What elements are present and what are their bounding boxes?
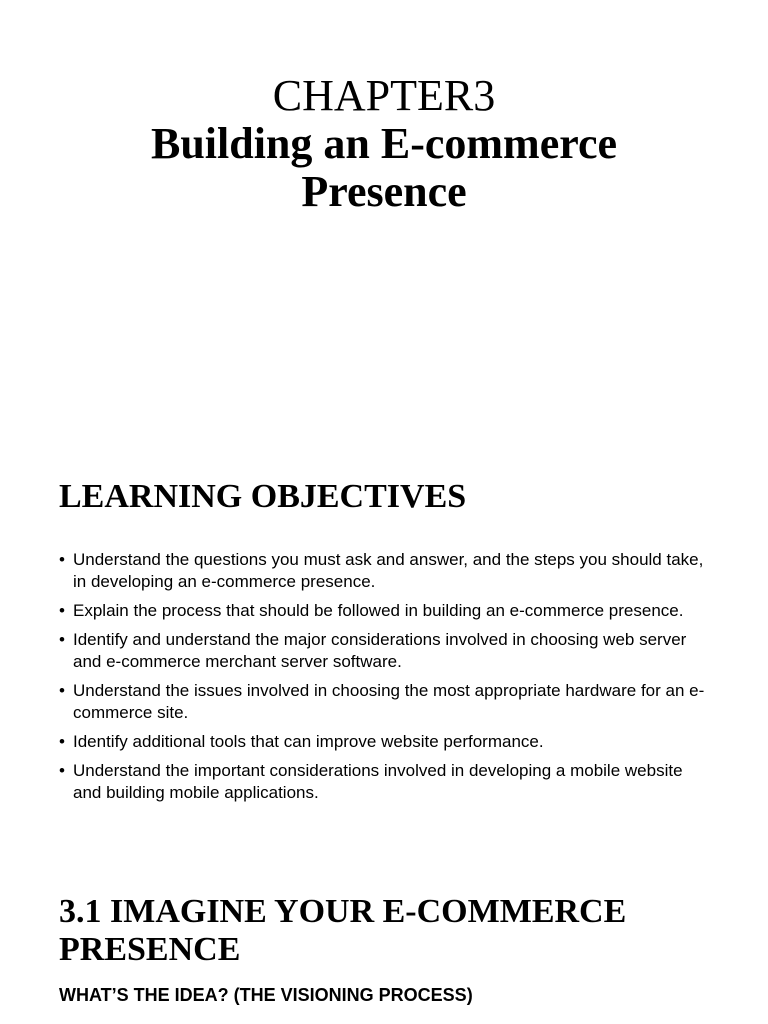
visioning-process-subheading: WHAT’S THE IDEA? (THE VISIONING PROCESS) (59, 985, 473, 1005)
bullet-icon: • (59, 761, 65, 780)
objective-text: Identify additional tools that can improve website performance. (73, 732, 544, 751)
learning-objectives-heading: LEARNING OBJECTIVES (59, 478, 467, 515)
list-item (59, 549, 709, 593)
objective-text: Identify and understand the major considerations involved in choosing web server and e-commerce merchant server software. (73, 630, 687, 671)
bullet-icon: • (59, 681, 65, 700)
bullet-icon: • (59, 630, 65, 649)
bullet-icon: • (59, 601, 65, 620)
list-item (59, 600, 709, 622)
section-3-1-heading: 3.1 IMAGINE YOUR E-COMMERCE PRESENCE (59, 893, 627, 968)
list-item (59, 760, 709, 804)
learning-objectives-list (59, 549, 709, 811)
objective-text: Understand the issues involved in choosing the most appropriate hardware for an e-commerce site. (73, 681, 705, 722)
bullet-icon: • (59, 550, 65, 569)
objective-text: Understand the questions you must ask and answer, and the steps you should take, in developing an e-commerce presence. (73, 550, 704, 591)
chapter-title-line-2: Presence (301, 167, 467, 216)
list-item (59, 731, 709, 753)
chapter-number: CHAPTER3 (272, 71, 496, 120)
list-item (59, 680, 709, 724)
bullet-icon: • (59, 732, 65, 751)
chapter-title-line-1: Building an E-commerce (150, 119, 618, 168)
list-item (59, 629, 709, 673)
chapter-title (0, 72, 768, 216)
objective-text: Understand the important considerations involved in developing a mobile website and building mobile applications. (73, 761, 683, 802)
objective-text: Explain the process that should be followed in building an e-commerce presence. (73, 601, 684, 620)
